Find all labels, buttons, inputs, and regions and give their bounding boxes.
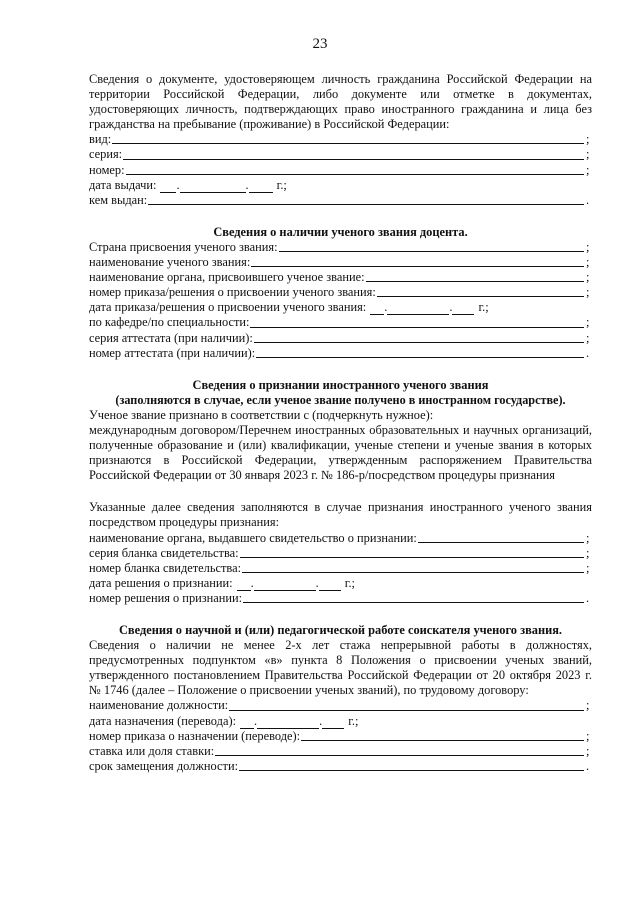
fill-line[interactable] [243, 602, 584, 603]
field-end: ; [586, 330, 590, 345]
date-sep: . [254, 713, 258, 728]
field-label: номер приказа/решения о присвоении ученого звания: [89, 285, 376, 300]
field-end: ; [586, 239, 590, 254]
field-end: . [586, 590, 590, 605]
field-end: ; [586, 728, 590, 743]
identity-intro: Сведения о документе, удостоверяющем личность гражданина Российской Федерации на территории Российской Федерации, либо документе или отметке в документах, удостоверяющих личность, подтверждающих право иностранного гражданина и лица без гражданства на пребывание (проживание) в Российской Федерации: [89, 72, 592, 132]
month-line[interactable] [387, 303, 449, 315]
field-label: по кафедре/по специальности: [89, 315, 250, 330]
field-end: ; [586, 530, 590, 545]
fill-line[interactable] [279, 251, 584, 252]
fill-line[interactable] [126, 174, 584, 175]
year-suffix: г.; [478, 300, 489, 315]
foreign-note: Указанные далее сведения заполняются в случае признания иностранного ученого звания посредством процедуры признания: [89, 500, 592, 530]
year-suffix: г.; [276, 177, 287, 192]
field-decision-no[interactable] [89, 591, 592, 606]
field-end: ; [586, 162, 590, 177]
field-term[interactable] [89, 759, 592, 774]
field-label: номер: [89, 162, 125, 177]
field-label: Страна присвоения ученого звания: [89, 239, 278, 254]
month-line[interactable] [254, 579, 316, 591]
field-decision-date[interactable] [89, 576, 592, 591]
field-title-name[interactable] [89, 255, 592, 270]
field-label: серия аттестата (при наличии): [89, 330, 253, 345]
field-label: номер аттестата (при наличии): [89, 345, 256, 360]
field-cert-series[interactable] [89, 331, 592, 346]
foreign-heading: Сведения о признании иностранного ученого звания [192, 377, 489, 392]
docent-heading: Сведения о наличии ученого звания доцента. [213, 224, 468, 239]
year-line[interactable] [452, 303, 474, 315]
field-cert-no[interactable] [89, 346, 592, 361]
field-vid[interactable] [89, 132, 592, 147]
page-number: 23 [312, 36, 328, 52]
field-seriya[interactable] [89, 147, 592, 162]
field-label: вид: [89, 132, 112, 147]
field-end: ; [586, 698, 590, 713]
field-country[interactable] [89, 240, 592, 255]
field-label: кем выдан: [89, 192, 148, 207]
fill-line[interactable] [148, 204, 584, 205]
month-line[interactable] [257, 717, 319, 729]
field-blank-no[interactable] [89, 561, 592, 576]
date-sep: . [315, 575, 319, 590]
day-line[interactable] [370, 303, 384, 315]
field-end: ; [586, 545, 590, 560]
field-department[interactable] [89, 315, 592, 330]
field-label: наименование органа, присвоившего ученое звание: [89, 270, 365, 285]
foreign-recognized: Ученое звание признано в соответствии с (подчеркнуть нужное): [89, 407, 434, 422]
date-sep: . [319, 713, 323, 728]
field-label: наименование ученого звания: [89, 255, 251, 270]
date-sep: . [250, 575, 254, 590]
year-suffix: г.; [348, 713, 359, 728]
fill-line[interactable] [366, 281, 584, 282]
field-label: номер решения о признании: [89, 590, 243, 605]
field-issue-date[interactable] [89, 178, 592, 193]
fill-line[interactable] [377, 296, 584, 297]
fill-line[interactable] [242, 572, 584, 573]
date-sep: . [245, 177, 249, 192]
field-label: дата приказа/решения о присвоении ученого звания: [89, 300, 367, 315]
work-heading: Сведения о научной и (или) педагогической работе соискателя ученого звания. [118, 623, 563, 637]
field-label: дата решения о признании: [89, 575, 233, 590]
field-label: ставка или доля ставки: [89, 743, 215, 758]
field-end: ; [586, 315, 590, 330]
field-label: номер приказа о назначении (переводе): [89, 728, 301, 743]
date-sep: . [176, 177, 180, 192]
foreign-subheading: (заполняются в случае, если ученое звание получено в иностранном государстве). [115, 392, 566, 407]
day-line[interactable] [237, 579, 251, 591]
field-label: дата выдачи: [89, 177, 157, 192]
document-body [89, 72, 592, 774]
field-label: дата назначения (перевода): [89, 713, 237, 728]
day-line[interactable] [240, 717, 254, 729]
field-issued-by[interactable] [89, 193, 592, 208]
month-line[interactable] [180, 181, 246, 193]
work-text: Сведения о наличии не менее 2-х лет стажа непрерывной работы в должностях, предусмотренных подпунктом «в» пункта 8 Положения о присвоении ученых званий, утвержденного постановлением Правительства Российской Федерации от 20 октября 2023 г. № 1746 (далее – Положение о присвоении ученых званий), по трудовому договору: [89, 638, 592, 698]
field-end: . [586, 192, 590, 207]
field-label: серия: [89, 147, 123, 162]
year-suffix: г.; [344, 575, 356, 590]
field-nomer[interactable] [89, 163, 592, 178]
field-blank-series[interactable] [89, 546, 592, 561]
fill-line[interactable] [215, 755, 584, 756]
field-end: . [586, 345, 590, 360]
field-label: наименование органа, выдавшего свидетельство о признании: [89, 530, 417, 545]
year-line[interactable] [249, 181, 273, 193]
field-appoint-order[interactable] [89, 729, 592, 744]
fill-line[interactable] [418, 542, 584, 543]
field-order-date[interactable] [89, 300, 592, 315]
fill-line[interactable] [239, 770, 584, 771]
field-end: ; [586, 255, 590, 270]
field-order-no[interactable] [89, 285, 592, 300]
field-end: ; [586, 743, 590, 758]
fill-line[interactable] [123, 159, 584, 160]
fill-line[interactable] [229, 710, 584, 711]
field-label: наименование должности: [89, 698, 229, 713]
field-end: ; [586, 132, 590, 147]
field-label: номер бланка свидетельства: [89, 560, 242, 575]
field-end: . [586, 758, 590, 773]
year-line[interactable] [322, 717, 344, 729]
fill-line[interactable] [112, 143, 584, 144]
year-line[interactable] [319, 579, 341, 591]
fill-line[interactable] [250, 327, 584, 328]
day-line[interactable] [160, 181, 176, 193]
field-position[interactable] [89, 698, 592, 713]
field-label: серия бланка свидетельства: [89, 545, 239, 560]
field-end: ; [586, 285, 590, 300]
field-end: ; [586, 560, 590, 575]
field-appoint-date[interactable] [89, 714, 592, 729]
date-sep: . [384, 300, 388, 315]
field-end: ; [586, 270, 590, 285]
fill-line[interactable] [240, 557, 584, 558]
fill-line[interactable] [251, 266, 584, 267]
fill-line[interactable] [254, 342, 584, 343]
date-sep: . [449, 300, 453, 315]
fill-line[interactable] [301, 740, 584, 741]
field-label: срок замещения должности: [89, 758, 239, 773]
field-recognition-organ[interactable] [89, 531, 592, 546]
fill-line[interactable] [256, 357, 584, 358]
field-rate[interactable] [89, 744, 592, 759]
field-end: ; [586, 147, 590, 162]
field-organ[interactable] [89, 270, 592, 285]
foreign-basis[interactable]: международным договором/Перечнем иностранных образовательных и научных организаций, полученные образование и (или) квалификации, ученые степени и ученые звания в которых признаются в Российской Федерации, утвержденным распоряжением Правительства Российской Федерации от 30 января 2023 г. № 186-р/посредством процедуры признания [89, 422, 592, 483]
